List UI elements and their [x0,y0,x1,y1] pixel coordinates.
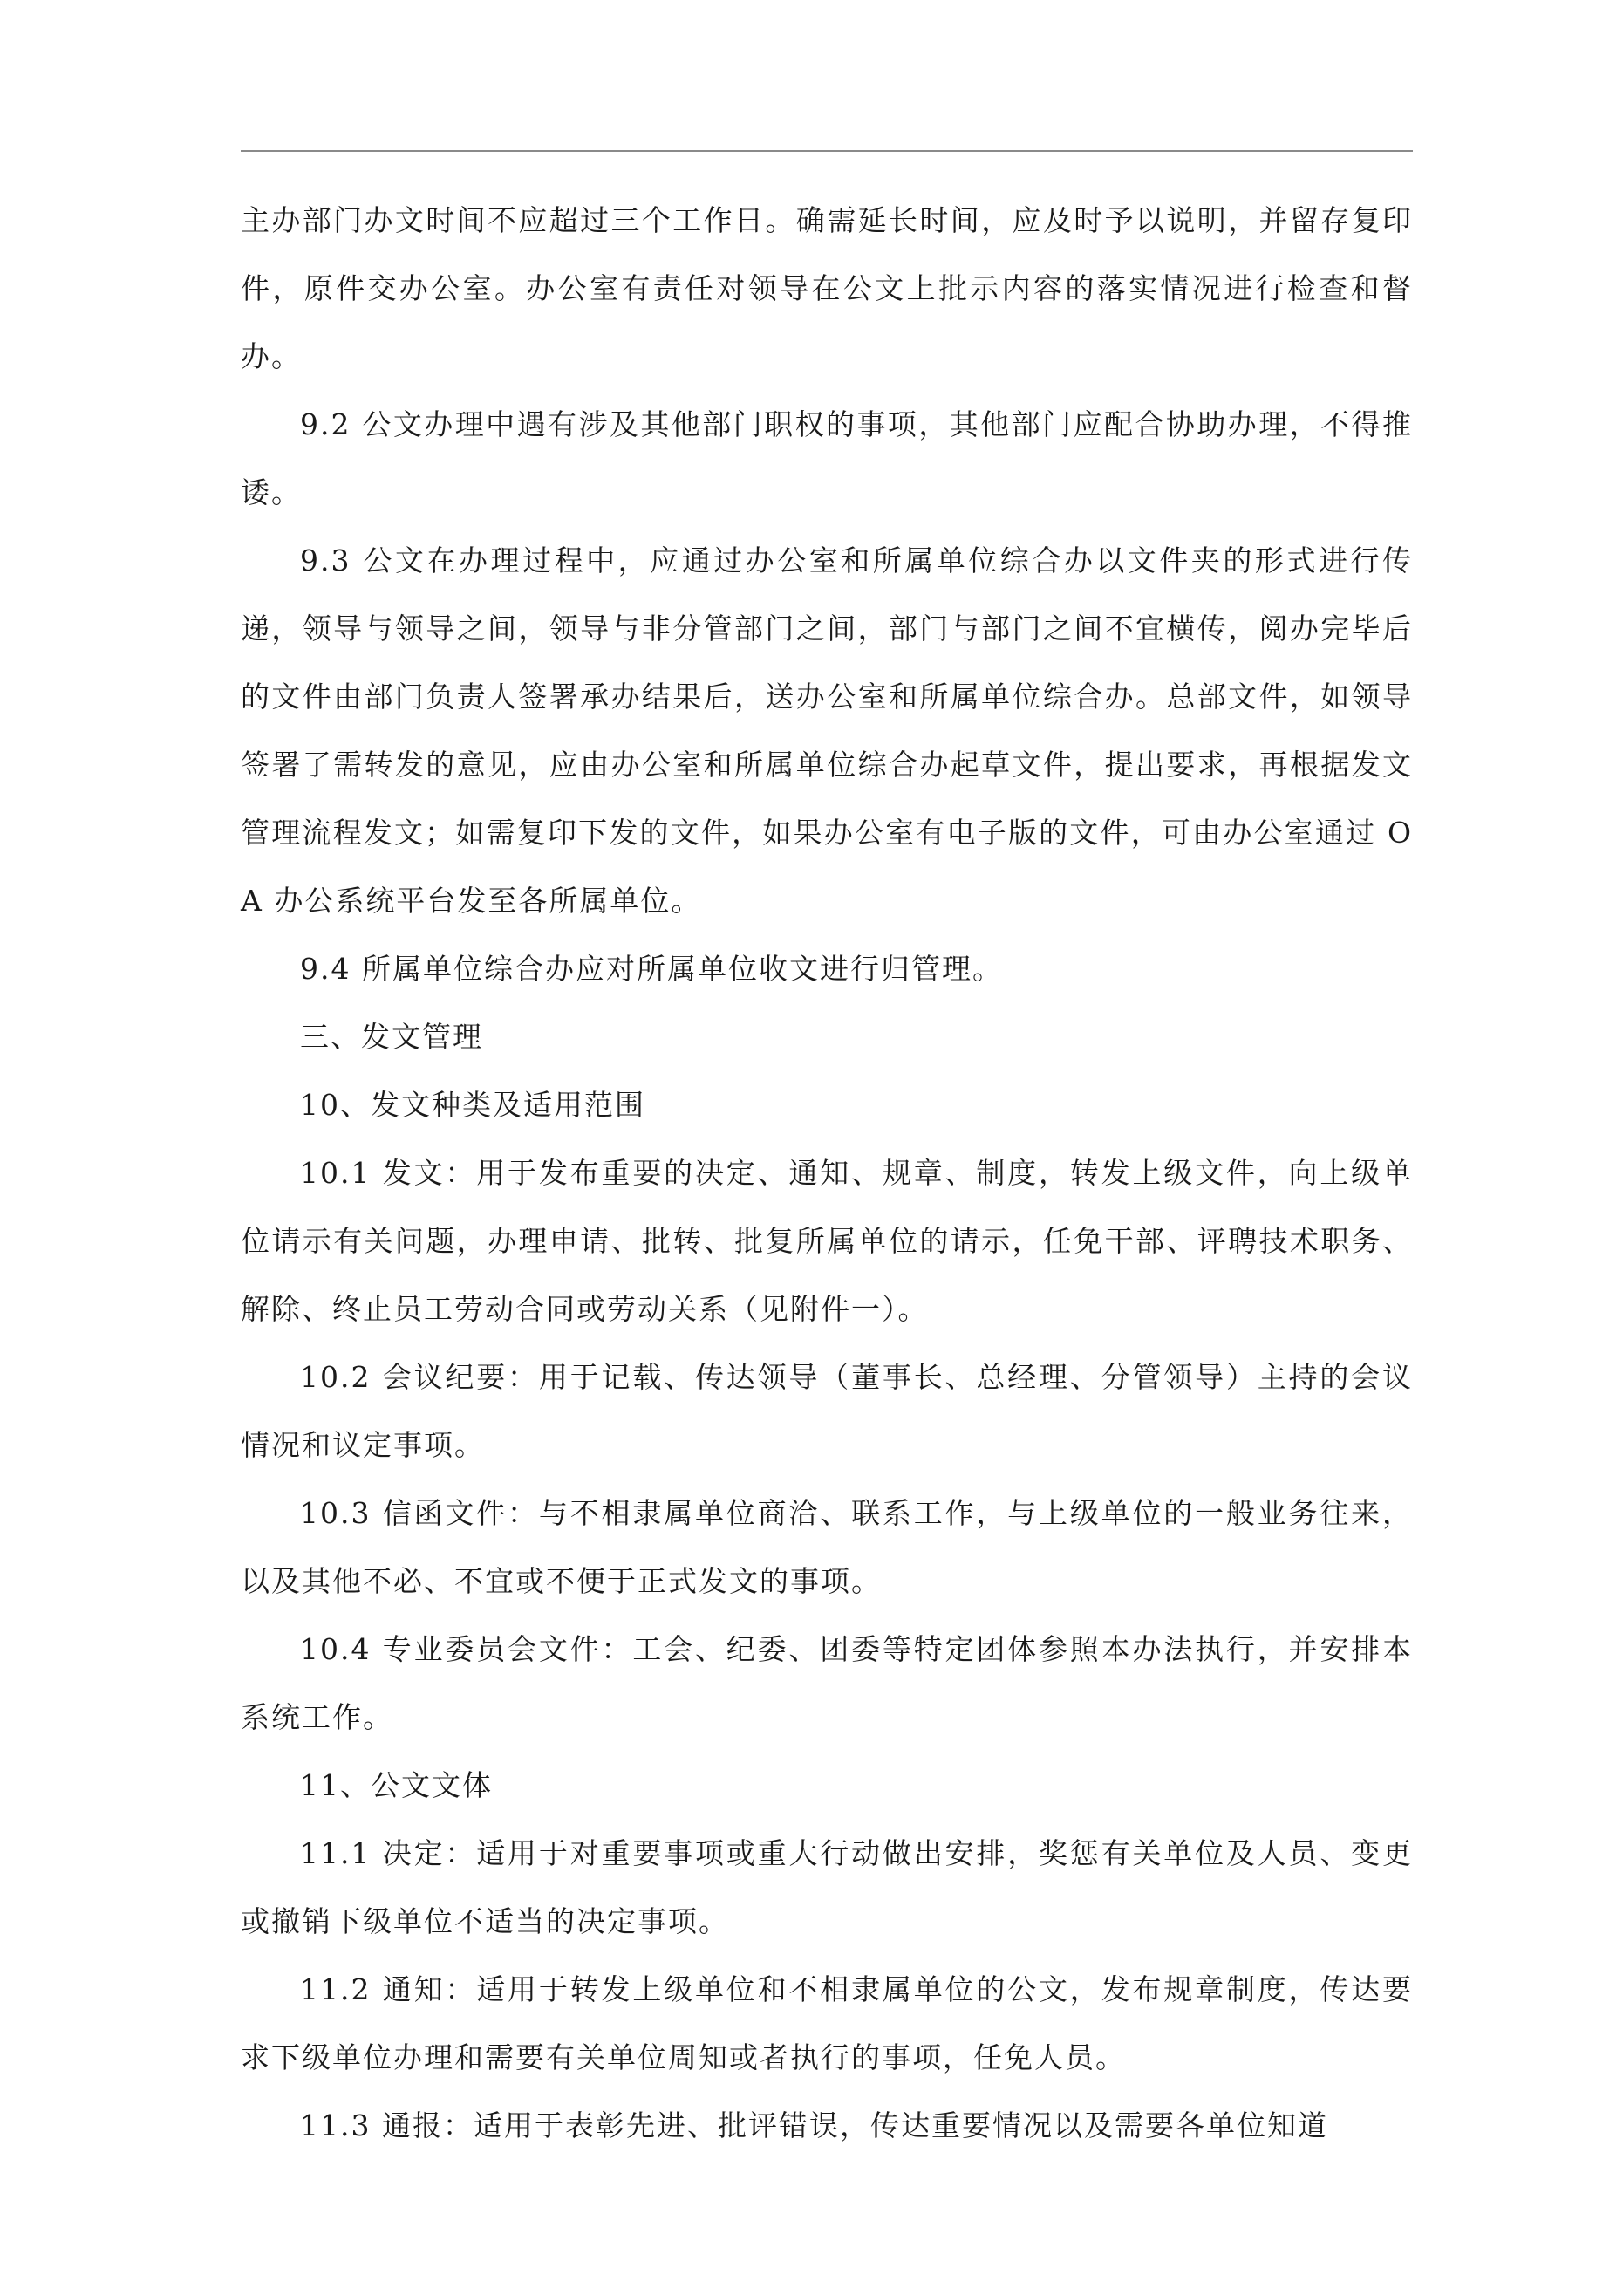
paragraph: 11.1 决定：适用于对重要事项或重大行动做出安排，奖惩有关单位及人员、变更或撤销下级单位不适当的决定事项。 [241,1836,1413,1938]
paragraph: 主办部门办文时间不应超过三个工作日。确需延长时间，应及时予以说明，并留存复印件，原件交办公室。办公室有责任对领导在公文上批示内容的落实情况进行检查和督办。 [241,203,1413,373]
paragraph: 10.1 发文：用于发布重要的决定、通知、规章、制度，转发上级文件，向上级单位请示有关问题，办理申请、批转、批复所属单位的请示，任免干部、评聘技术职务、解除、终止员工劳动合同或劳动关系（见附件一）。 [241,1156,1413,1326]
paragraph: 9.2 公文办理中遇有涉及其他部门职权的事项，其他部门应配合协助办理，不得推诿。 [241,407,1413,509]
header-rule [241,150,1413,152]
paragraph: 10.2 会议纪要：用于记载、传达领导（董事长、总经理、分管领导）主持的会议情况和议定事项。 [241,1360,1413,1462]
paragraph: 9.4 所属单位综合办应对所属单位收文进行归管理。 [300,952,1003,986]
section-heading: 三、发文管理 [300,1020,483,1054]
paragraph: 9.3 公文在办理过程中，应通过办公室和所属单位综合办以文件夹的形式进行传递，领导与领导之间，领导与非分管部门之间，部门与部门之间不宜横传，阅办完毕后的文件由部门负责人签署承办结果后，送办公室和所属单位综合办。总部文件，如领导签署了需转发的意见，应由办公室和所属单位综合办起草文件，提出要求，再根据发文管理流程发文；如需复印下发的文件，如果办公室有电子版的文件，可由办公室通过 OA 办公系统平台发至各所属单位。 [241,543,1413,918]
paragraph: 11.2 通知：适用于转发上级单位和不相隶属单位的公文，发布规章制度，传达要求下级单位办理和需要有关单位周知或者执行的事项，任免人员。 [241,1972,1413,2074]
subsection-heading: 10、发文种类及适用范围 [300,1088,645,1122]
paragraph: 11.3 通报：适用于表彰先进、批评错误，传达重要情况以及需要各单位知道 [300,2108,1328,2142]
subsection-heading: 11、公文文体 [300,1768,493,1802]
paragraph: 10.4 专业委员会文件：工会、纪委、团委等特定团体参照本办法执行，并安排本系统工作。 [241,1632,1413,1734]
paragraph: 10.3 信函文件：与不相隶属单位商洽、联系工作，与上级单位的一般业务往来，以及其他不必、不宜或不便于正式发文的事项。 [241,1496,1413,1598]
document-body [241,187,1413,2160]
